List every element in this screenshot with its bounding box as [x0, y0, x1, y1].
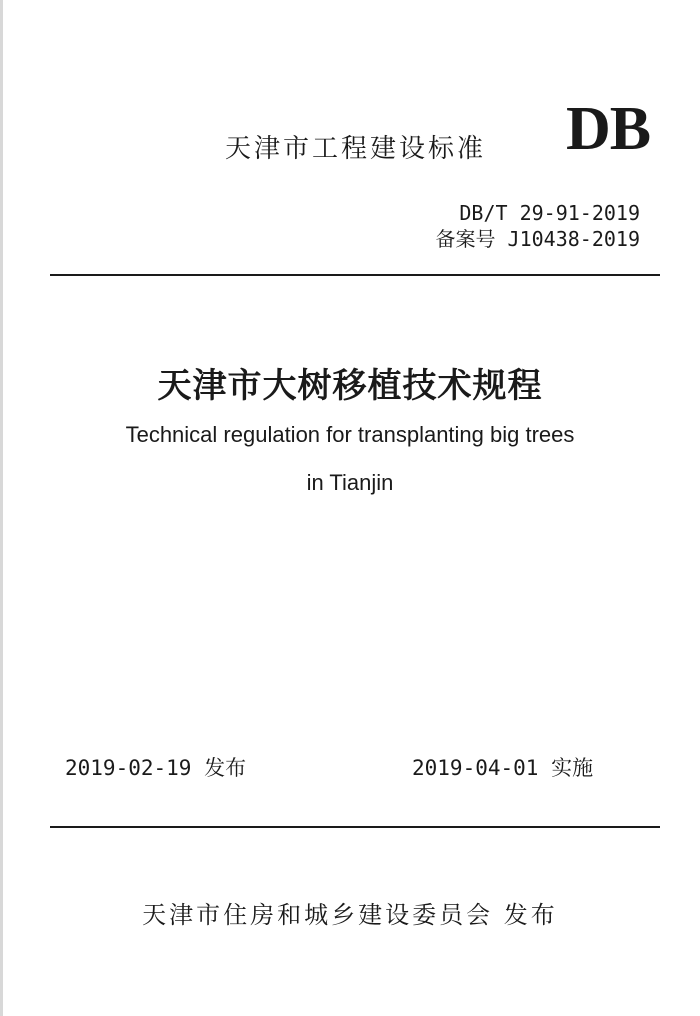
top-divider: [50, 274, 660, 276]
issue-date: 2019-02-19 发布: [65, 756, 247, 780]
publisher: 天津市住房和城乡建设委员会 发布: [142, 901, 558, 929]
implementation-date: 2019-04-01 实施: [412, 756, 594, 780]
standard-number: DB/T 29-91-2019: [459, 201, 640, 225]
page-edge: [0, 0, 3, 1016]
bottom-divider: [50, 826, 660, 828]
chinese-title: 天津市大树移植技术规程: [157, 366, 543, 406]
db-logo: DB: [566, 95, 651, 163]
english-title-line2: in Tianjin: [306, 470, 394, 495]
standard-number-block: [436, 200, 641, 252]
english-title-line1: Technical regulation for transplanting big trees: [125, 422, 575, 447]
standard-series-title: 天津市工程建设标准: [225, 134, 487, 164]
record-number: 备案号 J10438-2019: [435, 227, 640, 251]
